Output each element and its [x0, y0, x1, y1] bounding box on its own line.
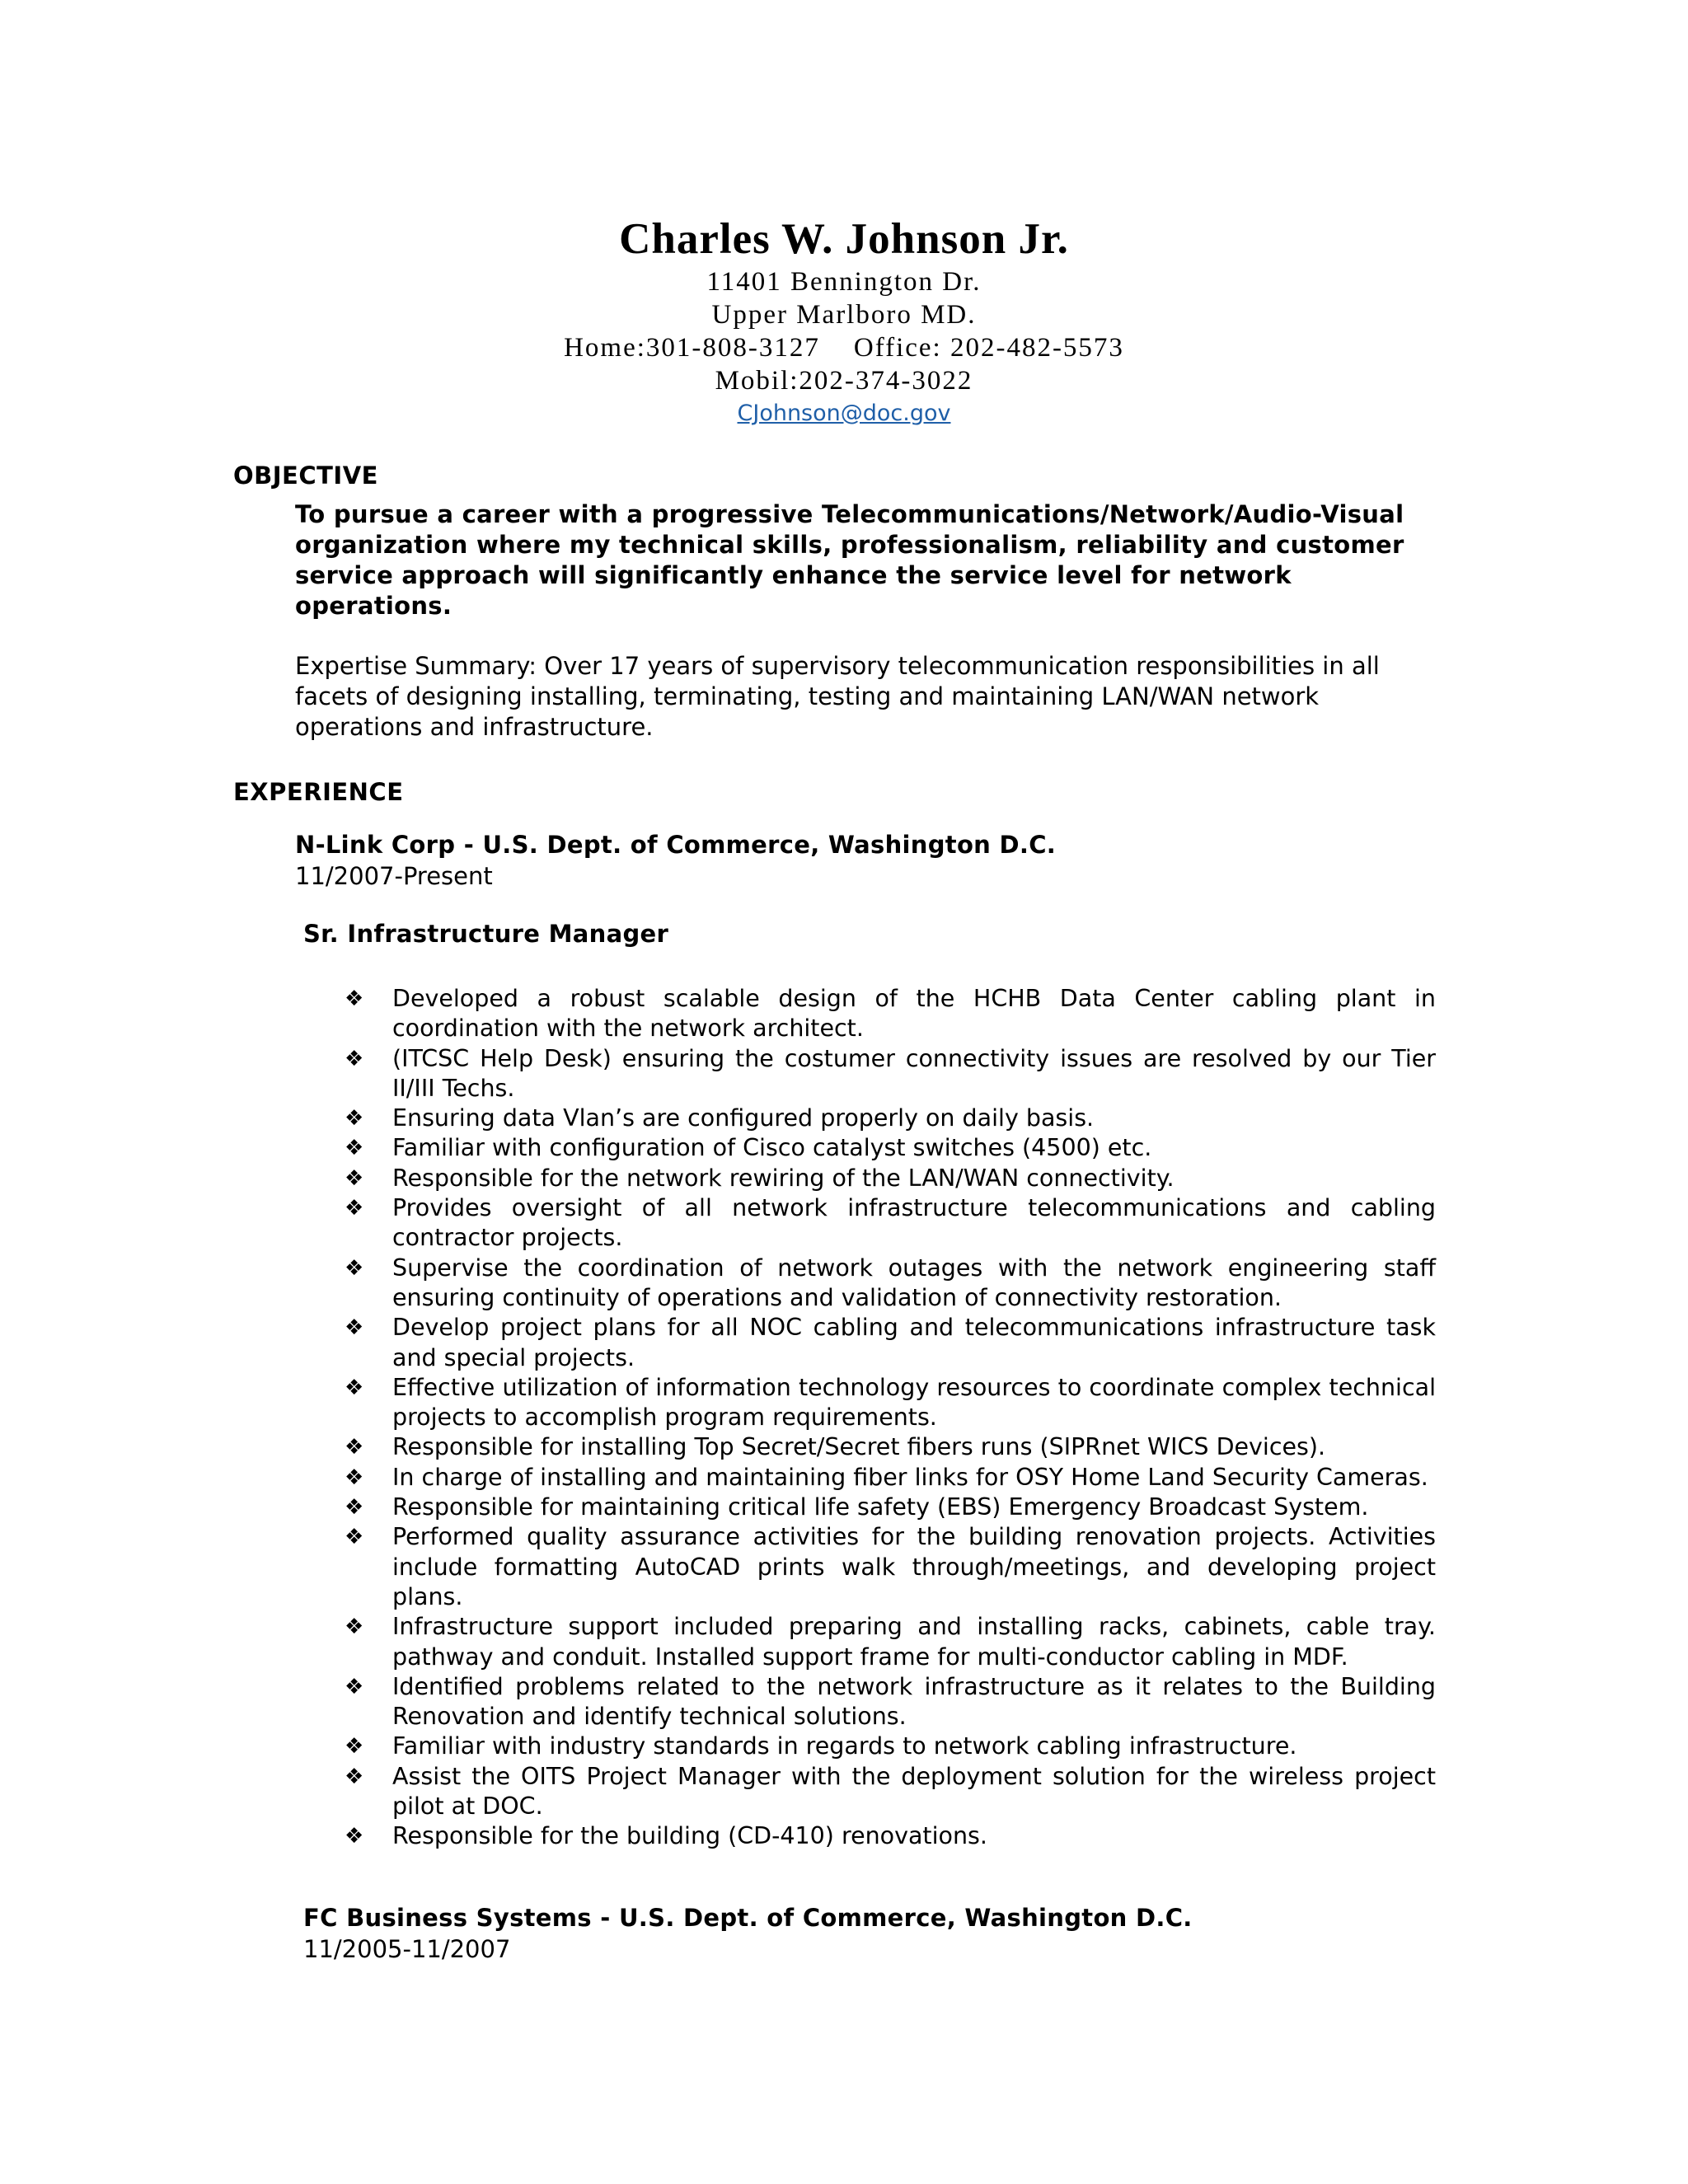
diamond-bullet-icon: ❖ [345, 987, 364, 1011]
responsibility-item [345, 1612, 1436, 1672]
responsibility-item [345, 1133, 1436, 1163]
responsibility-item [345, 1463, 1436, 1493]
responsibility-text: Performed quality assurance activities for the building renovation projects. Activities include formatting AutoCAD prints walk through/meetings, and developing project plans. [392, 1523, 1436, 1610]
responsibility-text: Infrastructure support included preparing and installing racks, cabinets, cable tray. pathway and conduit. Installed support frame for multi-conductor cabling in MDF. [392, 1613, 1436, 1671]
diamond-bullet-icon: ❖ [345, 1165, 364, 1191]
responsibility-item [345, 1313, 1436, 1373]
diamond-bullet-icon: ❖ [345, 1824, 364, 1849]
responsibility-text: Assist the OITS Project Manager with the deployment solution for the wireless project pilot at DOC. [392, 1762, 1436, 1821]
responsibility-item [345, 1493, 1436, 1522]
responsibility-text: Effective utilization of information technology resources to coordinate complex technical projects to accomplish program requirements. [392, 1373, 1436, 1432]
diamond-bullet-icon: ❖ [345, 1046, 364, 1071]
diamond-bullet-icon: ❖ [345, 1106, 364, 1132]
responsibility-text: Develop project plans for all NOC cabling and telecommunications infrastructure task and special projects. [392, 1314, 1436, 1371]
job-2-dates: 11/2005-11/2007 [303, 1935, 511, 1963]
address-line-2: Upper Marlboro MD. [711, 300, 977, 330]
diamond-bullet-icon: ❖ [345, 1136, 364, 1161]
expertise-summary: Expertise Summary: Over 17 years of supervisory telecommunication responsibilities in all facets of designing installing, terminating, testing and maintaining LAN/WAN network operations and infrastructure. [295, 652, 1380, 741]
responsibility-text: Familiar with configuration of Cisco catalyst switches (4500) etc. [392, 1134, 1152, 1162]
responsibility-text: In charge of installing and maintaining fiber links for OSY Home Land Security Cameras. [392, 1463, 1428, 1491]
responsibility-item [345, 984, 1436, 1044]
diamond-bullet-icon: ❖ [345, 1734, 364, 1760]
responsibility-text: Responsible for the network rewiring of the LAN/WAN connectivity. [392, 1164, 1175, 1192]
diamond-bullet-icon: ❖ [345, 1435, 364, 1460]
responsibility-item [345, 1732, 1436, 1761]
responsibility-item [345, 1672, 1436, 1732]
responsibility-text: Responsible for the building (CD-410) renovations. [392, 1822, 987, 1850]
responsibility-item [345, 1762, 1436, 1822]
diamond-bullet-icon: ❖ [345, 1255, 364, 1281]
address-line-1: 11401 Bennington Dr. [706, 267, 982, 297]
diamond-bullet-icon: ❖ [345, 1465, 364, 1490]
diamond-bullet-icon: ❖ [345, 1764, 364, 1789]
responsibility-text: Ensuring data Vlan’s are configured properly on daily basis. [392, 1104, 1095, 1132]
responsibility-item [345, 1104, 1436, 1133]
mobile-number: Mobil:202-374-3022 [715, 366, 973, 396]
responsibility-text: Familiar with industry standards in regards to network cabling infrastructure. [392, 1732, 1297, 1760]
responsibility-text: Responsible for maintaining critical life safety (EBS) Emergency Broadcast System. [392, 1493, 1369, 1521]
responsibility-item [345, 1193, 1436, 1254]
email-link[interactable]: CJohnson@doc.gov [737, 401, 951, 426]
phone-numbers: Home:301-808-3127 Office: 202-482-5573 [564, 333, 1124, 363]
responsibility-text: Supervise the coordination of network outages with the network engineering staff ensuring continuity of operations and validation of connectivity restoration. [392, 1254, 1436, 1311]
diamond-bullet-icon: ❖ [345, 1525, 364, 1550]
responsibility-text: Responsible for installing Top Secret/Secret fibers runs (SIPRnet WICS Devices). [392, 1433, 1326, 1461]
responsibility-item [345, 1821, 1436, 1851]
diamond-bullet-icon: ❖ [345, 1315, 364, 1341]
experience-heading: EXPERIENCE [233, 778, 404, 806]
diamond-bullet-icon: ❖ [345, 1674, 364, 1699]
job-2-company: FC Business Systems - U.S. Dept. of Commerce, Washington D.C. [303, 1904, 1193, 1932]
responsibility-item [345, 1373, 1436, 1433]
responsibility-text: (ITCSC Help Desk) ensuring the costumer connectivity issues are resolved by our Tier II/III Techs. [392, 1044, 1436, 1102]
resume-header [0, 213, 1688, 430]
diamond-bullet-icon: ❖ [345, 1375, 364, 1400]
responsibility-item [345, 1164, 1436, 1193]
responsibility-item [345, 1254, 1436, 1314]
diamond-bullet-icon: ❖ [345, 1196, 364, 1221]
diamond-bullet-icon: ❖ [345, 1495, 364, 1521]
responsibility-text: Developed a robust scalable design of the HCHB Data Center cabling plant in coordination with the network architect. [392, 985, 1436, 1043]
job-1-dates: 11/2007-Present [295, 862, 493, 890]
responsibility-item [345, 1522, 1436, 1612]
diamond-bullet-icon: ❖ [345, 1615, 364, 1640]
responsibility-text: Provides oversight of all network infrastructure telecommunications and cabling contractor projects. [392, 1194, 1436, 1252]
candidate-name: Charles W. Johnson Jr. [619, 215, 1069, 263]
job-1-title: Sr. Infrastructure Manager [303, 920, 669, 948]
responsibility-item [345, 1044, 1436, 1104]
job-1-responsibilities [345, 984, 1436, 1852]
objective-heading: OBJECTIVE [233, 462, 378, 490]
responsibility-text: Identified problems related to the network infrastructure as it relates to the Building Renovation and identify technical solutions. [392, 1672, 1436, 1731]
objective-statement: To pursue a career with a progressive Telecommunications/Network/Audio-Visual organization where my technical skills, professionalism, reliability and customer service approach will significantly enhance the service level for network operations. [295, 500, 1404, 620]
job-1-company: N-Link Corp - U.S. Dept. of Commerce, Washington D.C. [295, 831, 1057, 859]
responsibility-item [345, 1432, 1436, 1462]
